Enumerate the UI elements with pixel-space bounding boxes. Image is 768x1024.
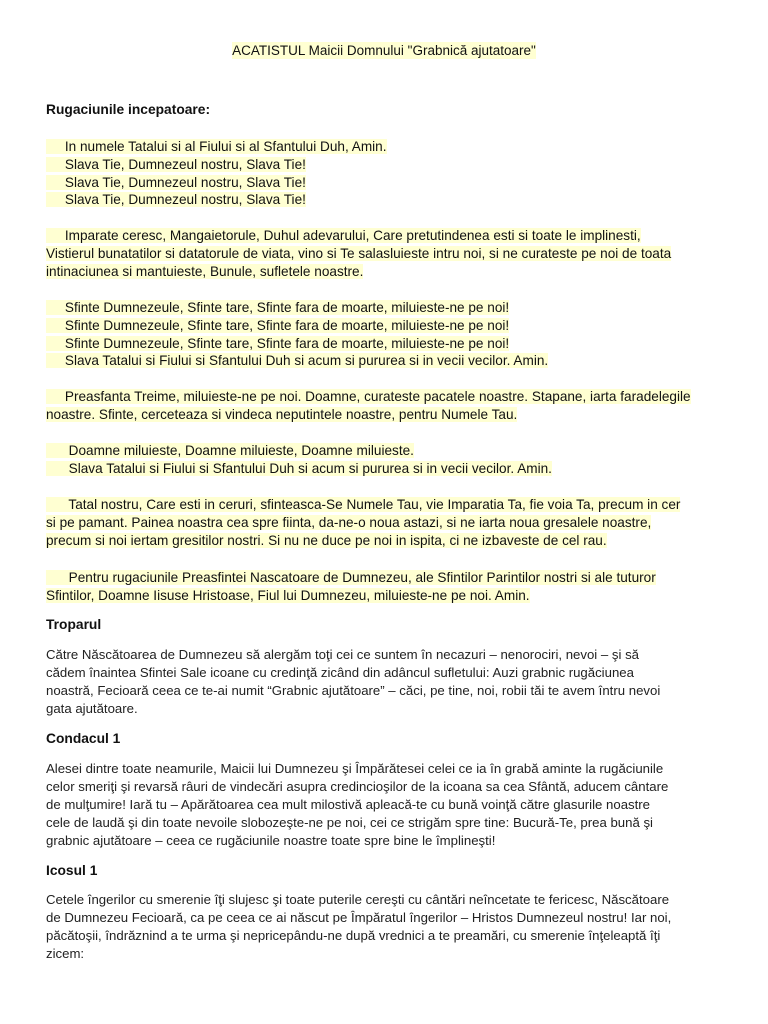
- icosul-paragraph: [46, 891, 726, 963]
- paragraph-line: zicem:: [46, 946, 85, 962]
- prayer-line: Sfinte Dumnezeule, Sfinte tare, Sfinte fara de moarte, miluieste-ne pe noi!: [46, 335, 510, 351]
- prayer-line: In numele Tatalui si al Fiului si al Sfantului Duh, Amin.: [46, 139, 387, 154]
- prayer-line: Pentru rugaciunile Preasfintei Nascatoare de Dumnezeu, ale Sfintilor Parintilor nostri si ale tuturor: [46, 570, 656, 585]
- heading-troparul: Troparul: [46, 617, 102, 632]
- prayer-line: Slava Tie, Dumnezeul nostru, Slava Tie!: [46, 174, 306, 190]
- prayer-line: Sfintilor, Doamne Iisuse Hristoase, Fiul lui Dumnezeu, miluieste-ne pe noi. Amin.: [46, 587, 530, 603]
- heading-rugaciuni: Rugaciunile incepatoare:: [46, 102, 211, 117]
- heading-icosul: Icosul 1: [46, 863, 98, 878]
- heading-condacul: Condacul 1: [46, 731, 121, 746]
- prayer-line: Sfinte Dumnezeule, Sfinte tare, Sfinte fara de moarte, miluieste-ne pe noi!: [46, 300, 510, 315]
- prayer-line: Tatal nostru, Care esti in ceruri, sfinteasca-Se Numele Tau, vie Imparatia Ta, fie voia Ta, precum in cer: [46, 497, 681, 512]
- prayer-line: Slava Tatalui si Fiului si Sfantului Duh si acum si pururea si in vecii vecilor. Amin.: [46, 353, 549, 369]
- prayer-line: Imparate ceresc, Mangaietorule, Duhul adevarului, Care pretutindenea esti si toate le implinesti,: [46, 228, 641, 243]
- prayer-line: Slava Tatalui si Fiului si Sfantului Duh si acum si pururea si in vecii vecilor. Amin.: [46, 460, 552, 476]
- prayer-block-3: [46, 299, 726, 370]
- paragraph-line: de mulţumire! Iară tu – Apărătoarea cea mult milostivă apleacă-te cu bună voinţă către glasurile noastre: [46, 797, 651, 813]
- paragraph-line: Către Născătoarea de Dumnezeu să alergăm toţi cei ce suntem în necazuri – nenorociri, nevoi – şi să: [46, 647, 640, 662]
- paragraph-line: noastră, Fecioară ceea ce te-ai numit “Grabnic ajutătoare” – căci, pe tine, noi, robii tăi te avem întru nevoi: [46, 683, 661, 699]
- condacul-paragraph: [46, 760, 726, 850]
- prayer-block-7: [46, 569, 726, 605]
- paragraph-line: Alesei dintre toate neamurile, Maicii lui Dumnezeu şi Împărătesei celei ce ia în grabă aminte la rugăciunile: [46, 761, 664, 776]
- prayer-block-5: [46, 442, 726, 478]
- prayer-block-6: [46, 496, 726, 549]
- prayer-line: Slava Tie, Dumnezeul nostru, Slava Tie!: [46, 192, 306, 208]
- prayer-block-2: [46, 227, 726, 280]
- paragraph-line: grabnic ajutătoare – ceea ce rugăciunile noastre toate spre bine le împlineşti!: [46, 833, 496, 849]
- document-title: ACATISTUL Maicii Domnului "Grabnică ajutatoare": [232, 43, 536, 58]
- prayer-line: precum si noi iertam gresitilor nostri. Si nu ne duce pe noi in ispita, ci ne izbaveste de cel rau.: [46, 532, 607, 548]
- prayer-line: intinaciunea si mantuieste, Bunule, sufletele noastre.: [46, 263, 364, 279]
- prayer-block-4: [46, 388, 726, 424]
- prayer-line: Slava Tie, Dumnezeul nostru, Slava Tie!: [46, 156, 306, 172]
- prayer-line: Doamne miluieste, Doamne miluieste, Doamne miluieste.: [46, 443, 414, 458]
- paragraph-line: gata ajutătoare.: [46, 701, 138, 717]
- paragraph-line: celor smeriţi şi revarsă râuri de vindecări asupra credincioşilor de la icoana sa cea Sfântă, aducem cântare: [46, 779, 669, 795]
- prayer-line: Preasfanta Treime, miluieste-ne pe noi. Doamne, curateste pacatele noastre. Stapane, iarta faradelegile: [46, 389, 691, 404]
- paragraph-line: de Dumnezeu Fecioară, ca pe ceea ce ai născut pe Împăratul îngerilor – Hristos Dumnezeul nostru! Iar noi,: [46, 910, 672, 926]
- troparul-paragraph: [46, 646, 726, 718]
- prayer-line: si pe pamant. Painea noastra cea spre fiinta, da-ne-o noua astazi, si ne iarta noua gresalele noastre,: [46, 514, 652, 530]
- paragraph-line: cădem înaintea Sfintei Sale icoane cu credinţă zicând din adâncul sufletului: Auzi grabnic rugăciunea: [46, 665, 634, 681]
- prayer-block-1: [46, 138, 726, 209]
- prayer-line: noastre. Sfinte, cerceteaza si vindeca neputintele noastre, pentru Numele Tau.: [46, 406, 518, 422]
- paragraph-line: Cetele îngerilor cu smerenie îţi slujesc şi toate puterile cereşti cu cântări neîncetate te fericesc, Născătoare: [46, 892, 670, 907]
- paragraph-line: păcătoşii, îndrăznind a te urma şi nepricepându-ne după vrednici a te preamări, cu smerenie înţeleaptă îţi: [46, 928, 661, 944]
- prayer-line: Sfinte Dumnezeule, Sfinte tare, Sfinte fara de moarte, miluieste-ne pe noi!: [46, 317, 510, 333]
- paragraph-line: cele de laudă şi din toate nevoile slobozeşte-ne pe noi, cei ce strigăm spre tine: Bucură-Te, prea bună şi: [46, 815, 653, 831]
- prayer-line: Vistierul bunatatilor si datatorule de viata, vino si Te salasluieste intru noi, si ne curateste pe noi de toata: [46, 245, 672, 261]
